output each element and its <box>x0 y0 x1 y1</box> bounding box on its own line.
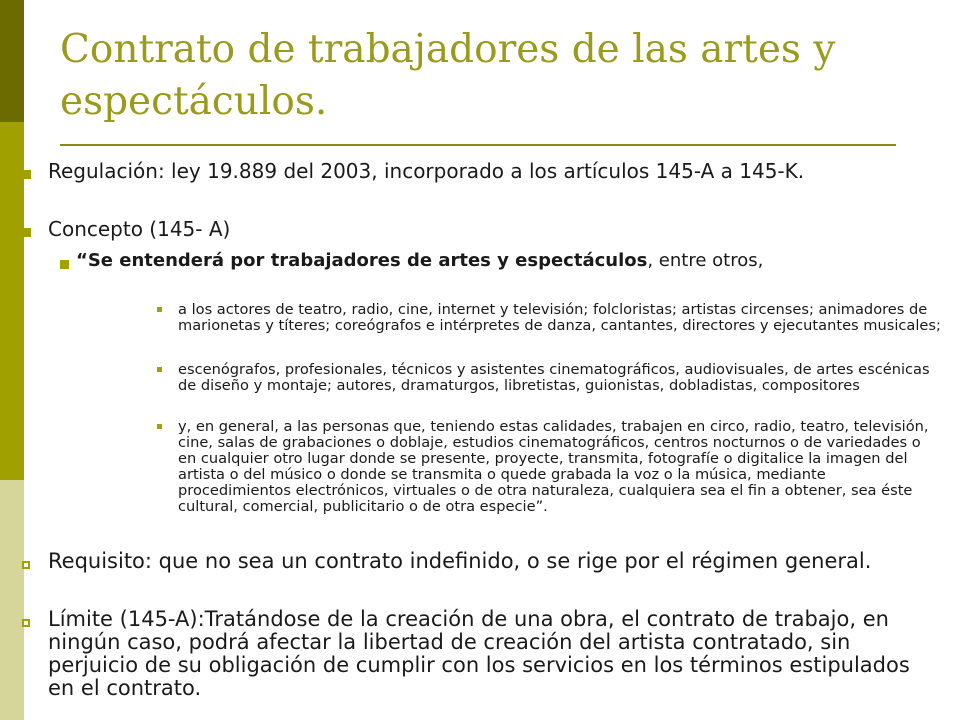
bullet-small-square-icon <box>157 367 162 372</box>
sub-item-en-general: y, en general, a las personas que, teniendo estas calidades, trabajen en circo, radio, teatro, televisión, cine, salas de grabaciones o doblaje, estudios cinematográficos, centros nocturnos o de variedades o en cualquier otro lugar donde se presente, proyecte, transmita, fotografíe o digitalice la imagen del artista o del músico o donde se transmita o quede grabada la voz o la música, mediante procedimientos electrónicos, virtuales o de otra naturaleza, cualquiera sea el fin a obtener, sea éste cultural, comercial, publicitario o de otra especie”. <box>178 418 929 515</box>
bullet-small-square-icon <box>157 424 162 429</box>
bullet-limite: Límite (145-A):Tratándose de la creación de una obra, el contrato de trabajo, en ningún caso, podrá afectar la libertad de creación del artista contratado, sin perjuicio de su obligación de cumplir con los servicios en los términos estipulados en el contrato. <box>48 607 910 700</box>
title-divider <box>60 144 896 146</box>
slide-title: Contrato de trabajadores de las artes y espectáculos. <box>60 27 836 124</box>
bullet-open-square-icon <box>22 619 30 627</box>
left-accent-bar-top <box>0 0 24 122</box>
left-accent-bar-bottom <box>0 480 24 720</box>
bullet-concepto: Concepto (145- A) <box>48 217 231 241</box>
bullet-small-square-icon <box>157 307 162 312</box>
bullet-definition <box>76 251 946 271</box>
bullet-regulacion: Regulación: ley 19.889 del 2003, incorporado a los artículos 145-A a 145-K. <box>48 159 805 183</box>
left-accent-bar-middle <box>0 122 24 480</box>
sub-item-escenografos: escenógrafos, profesionales, técnicos y asistentes cinematográficos, audiovisuales, de artes escénicas de diseño y montaje; autores, dramaturgos, libretistas, guionistas, dobladistas, compositores <box>178 361 930 394</box>
bullet-square-icon <box>22 170 31 179</box>
bullet-square-icon <box>60 260 69 269</box>
definition-rest-text: , entre otros, <box>647 250 764 271</box>
definition-bold-text: “Se entenderá por trabajadores de artes y espectáculos <box>76 250 648 271</box>
bullet-square-icon <box>22 228 31 237</box>
sub-item-actores: a los actores de teatro, radio, cine, internet y televisión; folcloristas; artistas circenses; animadores de marionetas y títeres; coreógrafos e intérpretes de danza, cantantes, directores y ejecutantes musicales; <box>178 301 941 334</box>
bullet-requisito: Requisito: que no sea un contrato indefinido, o se rige por el régimen general. <box>48 549 872 573</box>
bullet-open-square-icon <box>22 561 30 569</box>
